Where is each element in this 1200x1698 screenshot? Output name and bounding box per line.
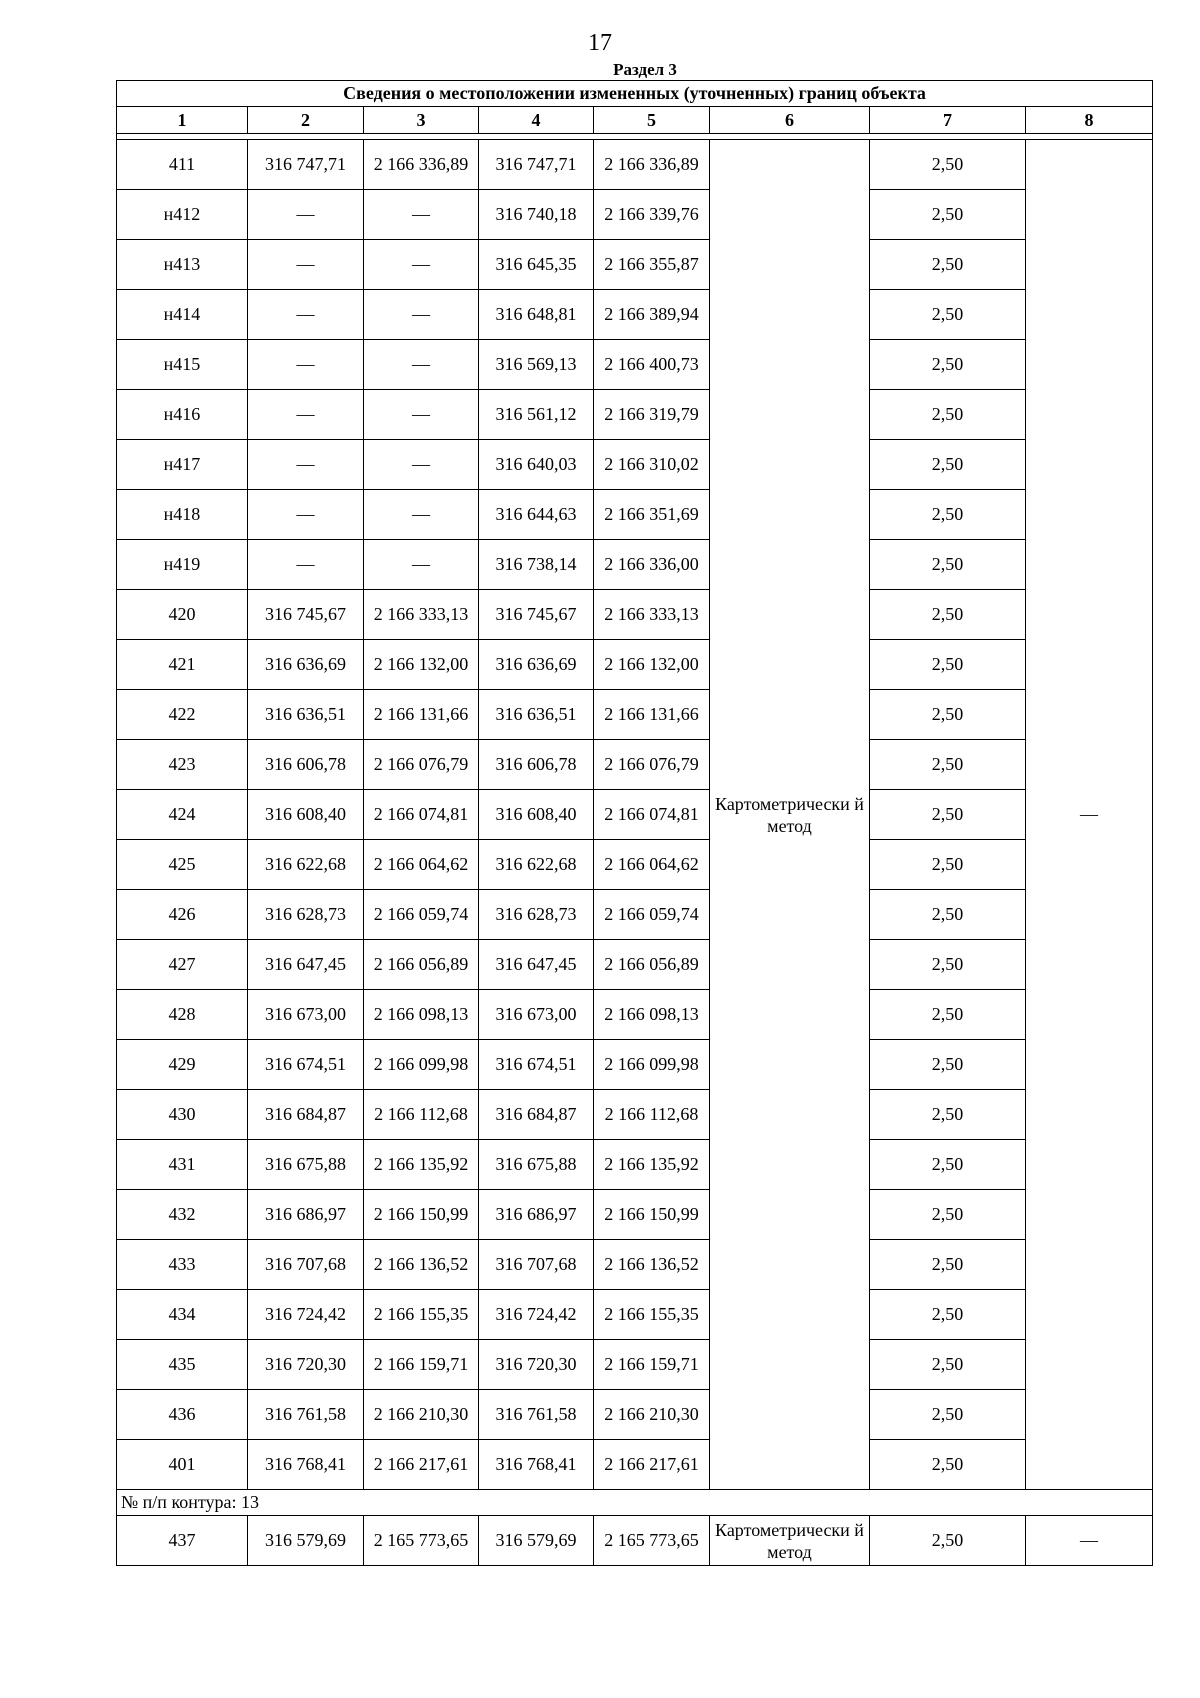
- old-x-coordinate: 316 720,30: [248, 1340, 364, 1390]
- old-y-coordinate: 2 166 159,71: [364, 1340, 479, 1390]
- new-y-coordinate: 2 166 074,81: [594, 790, 710, 840]
- old-y-coordinate: 2 166 064,62: [364, 840, 479, 890]
- old-y-coordinate: —: [364, 390, 479, 440]
- old-y-coordinate: 2 166 155,35: [364, 1290, 479, 1340]
- accuracy-value: 2,50: [870, 190, 1026, 240]
- column-header: 8: [1026, 107, 1153, 134]
- old-x-coordinate: —: [248, 440, 364, 490]
- table-cell: 2 165 773,65: [594, 1516, 710, 1566]
- new-x-coordinate: 316 673,00: [479, 990, 594, 1040]
- accuracy-value: 2,50: [870, 940, 1026, 990]
- old-x-coordinate: 316 608,40: [248, 790, 364, 840]
- old-y-coordinate: —: [364, 240, 479, 290]
- table-caption: Сведения о местоположении измененных (уточненных) границ объекта: [117, 81, 1153, 107]
- old-y-coordinate: 2 166 059,74: [364, 890, 479, 940]
- old-y-coordinate: —: [364, 440, 479, 490]
- accuracy-value: 2,50: [870, 590, 1026, 640]
- table-row: [117, 190, 1153, 240]
- new-y-coordinate: 2 166 351,69: [594, 490, 710, 540]
- old-y-coordinate: 2 166 136,52: [364, 1240, 479, 1290]
- accuracy-value: 2,50: [870, 840, 1026, 890]
- point-number: 421: [117, 640, 248, 690]
- new-y-coordinate: 2 166 355,87: [594, 240, 710, 290]
- accuracy-value: 2,50: [870, 290, 1026, 340]
- accuracy-value: 2,50: [870, 1290, 1026, 1340]
- old-x-coordinate: 316 747,71: [248, 140, 364, 190]
- old-y-coordinate: 2 166 150,99: [364, 1190, 479, 1240]
- old-x-coordinate: 316 707,68: [248, 1240, 364, 1290]
- accuracy-value: 2,50: [870, 1090, 1026, 1140]
- table-row: [117, 890, 1153, 940]
- page-number: 17: [588, 30, 612, 56]
- old-x-coordinate: —: [248, 490, 364, 540]
- table-row: [117, 1190, 1153, 1240]
- new-x-coordinate: 316 636,69: [479, 640, 594, 690]
- new-y-coordinate: 2 166 389,94: [594, 290, 710, 340]
- table-row: [117, 1140, 1153, 1190]
- new-y-coordinate: 2 166 155,35: [594, 1290, 710, 1340]
- new-y-coordinate: 2 166 131,66: [594, 690, 710, 740]
- table-row: [117, 1440, 1153, 1490]
- table-row: [117, 1240, 1153, 1290]
- point-number: н418: [117, 490, 248, 540]
- new-x-coordinate: 316 648,81: [479, 290, 594, 340]
- new-y-coordinate: 2 166 059,74: [594, 890, 710, 940]
- table-row: [117, 1040, 1153, 1090]
- table-cell: 2,50: [870, 1516, 1026, 1566]
- accuracy-value: 2,50: [870, 1240, 1026, 1290]
- old-y-coordinate: —: [364, 340, 479, 390]
- table-row: [117, 390, 1153, 440]
- table-row: [117, 290, 1153, 340]
- point-number: 433: [117, 1240, 248, 1290]
- old-x-coordinate: 316 724,42: [248, 1290, 364, 1340]
- new-y-coordinate: 2 166 112,68: [594, 1090, 710, 1140]
- table-row: [117, 140, 1153, 190]
- section-title: Раздел 3: [613, 60, 677, 79]
- new-x-coordinate: 316 636,51: [479, 690, 594, 740]
- new-x-coordinate: 316 768,41: [479, 1440, 594, 1490]
- old-x-coordinate: —: [248, 390, 364, 440]
- new-y-coordinate: 2 166 217,61: [594, 1440, 710, 1490]
- new-x-coordinate: 316 747,71: [479, 140, 594, 190]
- accuracy-value: 2,50: [870, 140, 1026, 190]
- table-row: [117, 690, 1153, 740]
- point-number: н415: [117, 340, 248, 390]
- accuracy-value: 2,50: [870, 1340, 1026, 1390]
- point-number: 435: [117, 1340, 248, 1390]
- column-header: 6: [710, 107, 870, 134]
- old-x-coordinate: 316 647,45: [248, 940, 364, 990]
- new-x-coordinate: 316 647,45: [479, 940, 594, 990]
- old-x-coordinate: —: [248, 340, 364, 390]
- column-header: 7: [870, 107, 1026, 134]
- accuracy-value: 2,50: [870, 1140, 1026, 1190]
- new-y-coordinate: 2 166 336,00: [594, 540, 710, 590]
- new-x-coordinate: 316 675,88: [479, 1140, 594, 1190]
- old-y-coordinate: 2 166 098,13: [364, 990, 479, 1040]
- old-x-coordinate: —: [248, 540, 364, 590]
- table-row: [117, 640, 1153, 690]
- table-row: [117, 940, 1153, 990]
- old-x-coordinate: —: [248, 290, 364, 340]
- old-x-coordinate: 316 636,69: [248, 640, 364, 690]
- old-x-coordinate: 316 761,58: [248, 1390, 364, 1440]
- column-header: 1: [117, 107, 248, 134]
- new-x-coordinate: 316 608,40: [479, 790, 594, 840]
- table-row: [117, 840, 1153, 890]
- new-y-coordinate: 2 166 056,89: [594, 940, 710, 990]
- point-number: 432: [117, 1190, 248, 1240]
- table-row: [117, 240, 1153, 290]
- accuracy-value: 2,50: [870, 740, 1026, 790]
- table-row: [117, 790, 1153, 840]
- new-x-coordinate: 316 724,42: [479, 1290, 594, 1340]
- table-row: [117, 1340, 1153, 1390]
- old-y-coordinate: 2 166 135,92: [364, 1140, 479, 1190]
- table-cell: 437: [117, 1516, 248, 1566]
- table-row: [117, 1390, 1153, 1440]
- new-x-coordinate: 316 645,35: [479, 240, 594, 290]
- new-x-coordinate: 316 622,68: [479, 840, 594, 890]
- point-number: 434: [117, 1290, 248, 1340]
- column-header: 3: [364, 107, 479, 134]
- point-number: 436: [117, 1390, 248, 1440]
- old-y-coordinate: 2 166 076,79: [364, 740, 479, 790]
- old-x-coordinate: 316 674,51: [248, 1040, 364, 1090]
- new-x-coordinate: 316 569,13: [479, 340, 594, 390]
- point-number: н413: [117, 240, 248, 290]
- point-number: 431: [117, 1140, 248, 1190]
- new-y-coordinate: 2 166 076,79: [594, 740, 710, 790]
- old-y-coordinate: 2 166 217,61: [364, 1440, 479, 1490]
- old-y-coordinate: 2 166 099,98: [364, 1040, 479, 1090]
- column-header: 4: [479, 107, 594, 134]
- old-y-coordinate: —: [364, 290, 479, 340]
- point-number: 424: [117, 790, 248, 840]
- point-number: 427: [117, 940, 248, 990]
- table-cell: 316 579,69: [248, 1516, 364, 1566]
- table-row: [117, 990, 1153, 1040]
- table-row: [117, 440, 1153, 490]
- accuracy-value: 2,50: [870, 1190, 1026, 1240]
- new-x-coordinate: 316 761,58: [479, 1390, 594, 1440]
- point-number: 428: [117, 990, 248, 1040]
- old-x-coordinate: —: [248, 240, 364, 290]
- new-y-coordinate: 2 166 135,92: [594, 1140, 710, 1190]
- old-y-coordinate: 2 166 074,81: [364, 790, 479, 840]
- accuracy-value: 2,50: [870, 440, 1026, 490]
- old-y-coordinate: 2 166 210,30: [364, 1390, 479, 1440]
- old-y-coordinate: —: [364, 190, 479, 240]
- accuracy-value: 2,50: [870, 890, 1026, 940]
- table-row: [117, 740, 1153, 790]
- new-y-coordinate: 2 166 333,13: [594, 590, 710, 640]
- table-row: [117, 1090, 1153, 1140]
- accuracy-value: 2,50: [870, 240, 1026, 290]
- old-y-coordinate: 2 166 131,66: [364, 690, 479, 740]
- col8-cell: —: [1026, 140, 1153, 1490]
- new-y-coordinate: 2 166 132,00: [594, 640, 710, 690]
- accuracy-value: 2,50: [870, 490, 1026, 540]
- new-y-coordinate: 2 166 136,52: [594, 1240, 710, 1290]
- point-number: н414: [117, 290, 248, 340]
- point-number: 423: [117, 740, 248, 790]
- old-x-coordinate: 316 745,67: [248, 590, 364, 640]
- accuracy-value: 2,50: [870, 340, 1026, 390]
- new-y-coordinate: 2 166 310,02: [594, 440, 710, 490]
- accuracy-value: 2,50: [870, 540, 1026, 590]
- new-y-coordinate: 2 166 150,99: [594, 1190, 710, 1240]
- accuracy-value: 2,50: [870, 1040, 1026, 1090]
- old-x-coordinate: 316 622,68: [248, 840, 364, 890]
- new-y-coordinate: 2 166 336,89: [594, 140, 710, 190]
- new-y-coordinate: 2 166 098,13: [594, 990, 710, 1040]
- old-x-coordinate: 316 684,87: [248, 1090, 364, 1140]
- old-y-coordinate: 2 166 132,00: [364, 640, 479, 690]
- old-y-coordinate: —: [364, 490, 479, 540]
- new-x-coordinate: 316 740,18: [479, 190, 594, 240]
- point-number: н417: [117, 440, 248, 490]
- accuracy-value: 2,50: [870, 690, 1026, 740]
- new-x-coordinate: 316 738,14: [479, 540, 594, 590]
- new-x-coordinate: 316 628,73: [479, 890, 594, 940]
- column-header: 2: [248, 107, 364, 134]
- old-y-coordinate: 2 166 112,68: [364, 1090, 479, 1140]
- new-y-coordinate: 2 166 339,76: [594, 190, 710, 240]
- point-number: н419: [117, 540, 248, 590]
- new-x-coordinate: 316 674,51: [479, 1040, 594, 1090]
- table-row: [117, 490, 1153, 540]
- new-x-coordinate: 316 606,78: [479, 740, 594, 790]
- table-row: [117, 1516, 1153, 1566]
- new-x-coordinate: 316 745,67: [479, 590, 594, 640]
- accuracy-value: 2,50: [870, 790, 1026, 840]
- new-y-coordinate: 2 166 210,30: [594, 1390, 710, 1440]
- new-x-coordinate: 316 644,63: [479, 490, 594, 540]
- method-cell: Картометрически й метод: [710, 140, 870, 1490]
- point-number: 420: [117, 590, 248, 640]
- column-header: 5: [594, 107, 710, 134]
- old-x-coordinate: 316 636,51: [248, 690, 364, 740]
- table-cell: 316 579,69: [479, 1516, 594, 1566]
- accuracy-value: 2,50: [870, 640, 1026, 690]
- point-number: 426: [117, 890, 248, 940]
- new-x-coordinate: 316 707,68: [479, 1240, 594, 1290]
- point-number: 425: [117, 840, 248, 890]
- old-x-coordinate: 316 606,78: [248, 740, 364, 790]
- point-number: 429: [117, 1040, 248, 1090]
- new-y-coordinate: 2 166 099,98: [594, 1040, 710, 1090]
- contour-label: № п/п контура: 13: [117, 1490, 1153, 1516]
- old-y-coordinate: 2 166 056,89: [364, 940, 479, 990]
- old-y-coordinate: —: [364, 540, 479, 590]
- table-row: [117, 590, 1153, 640]
- accuracy-value: 2,50: [870, 990, 1026, 1040]
- new-x-coordinate: 316 684,87: [479, 1090, 594, 1140]
- new-y-coordinate: 2 166 400,73: [594, 340, 710, 390]
- accuracy-value: 2,50: [870, 390, 1026, 440]
- old-y-coordinate: 2 166 333,13: [364, 590, 479, 640]
- point-number: 411: [117, 140, 248, 190]
- new-y-coordinate: 2 166 319,79: [594, 390, 710, 440]
- accuracy-value: 2,50: [870, 1440, 1026, 1490]
- method-cell: Картометрически й метод: [710, 1516, 870, 1566]
- point-number: 422: [117, 690, 248, 740]
- new-x-coordinate: 316 561,12: [479, 390, 594, 440]
- old-x-coordinate: 316 686,97: [248, 1190, 364, 1240]
- accuracy-value: 2,50: [870, 1390, 1026, 1440]
- new-y-coordinate: 2 166 159,71: [594, 1340, 710, 1390]
- point-number: 401: [117, 1440, 248, 1490]
- table-row: [117, 1290, 1153, 1340]
- new-y-coordinate: 2 166 064,62: [594, 840, 710, 890]
- old-x-coordinate: 316 768,41: [248, 1440, 364, 1490]
- old-x-coordinate: 316 675,88: [248, 1140, 364, 1190]
- point-number: 430: [117, 1090, 248, 1140]
- new-x-coordinate: 316 640,03: [479, 440, 594, 490]
- old-x-coordinate: 316 673,00: [248, 990, 364, 1040]
- table-row: [117, 540, 1153, 590]
- new-x-coordinate: 316 686,97: [479, 1190, 594, 1240]
- new-x-coordinate: 316 720,30: [479, 1340, 594, 1390]
- table-row: [117, 340, 1153, 390]
- table-cell: —: [1026, 1516, 1153, 1566]
- point-number: н412: [117, 190, 248, 240]
- old-y-coordinate: 2 166 336,89: [364, 140, 479, 190]
- table-cell: 2 165 773,65: [364, 1516, 479, 1566]
- old-x-coordinate: 316 628,73: [248, 890, 364, 940]
- boundary-table: [116, 80, 1153, 1566]
- old-x-coordinate: —: [248, 190, 364, 240]
- point-number: н416: [117, 390, 248, 440]
